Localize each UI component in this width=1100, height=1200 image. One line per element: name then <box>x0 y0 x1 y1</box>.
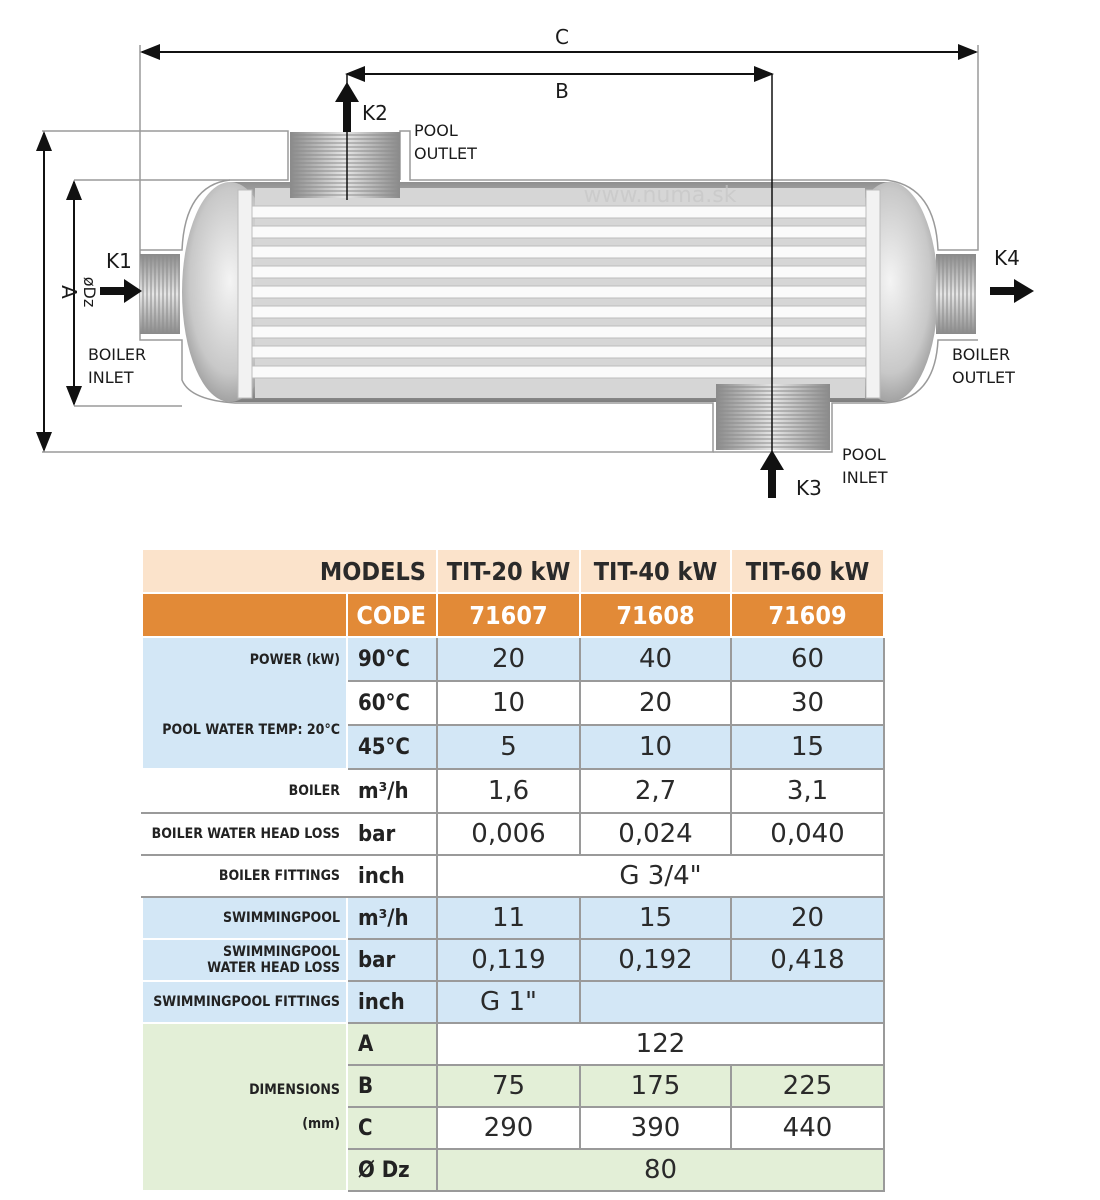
boiler-head-loss-unit: bar <box>347 813 437 855</box>
pool-head-loss-unit: bar <box>347 939 437 981</box>
boiler-outlet-label-2: OUTLET <box>952 368 1015 387</box>
dimension-c-unit: C <box>347 1107 437 1149</box>
boiler-inlet-label-1: BOILER <box>88 345 147 364</box>
nozzle-k4 <box>936 254 976 334</box>
pool-head-loss-label-2: WATER HEAD LOSS <box>207 960 340 976</box>
dimension-c-value: 440 <box>731 1107 884 1149</box>
pool-head-loss-row <box>142 939 884 981</box>
pool-head-loss-label-cell <box>142 939 347 981</box>
pool-outlet-label-1: POOL <box>414 121 458 140</box>
power-row-90 <box>142 637 884 681</box>
dimension-b-unit: B <box>347 1065 437 1107</box>
boiler-row <box>142 769 884 813</box>
pool-value: 11 <box>437 897 580 939</box>
dimension-a-label: A <box>57 285 81 299</box>
dimension-a-value: 122 <box>437 1023 884 1065</box>
models-label: MODELS <box>142 549 437 593</box>
port-k1-label: K1 <box>106 249 132 273</box>
boiler-fittings-label: BOILER FITTINGS <box>142 855 347 897</box>
pool-fittings-row <box>142 981 884 1023</box>
boiler-unit: m³/h <box>347 769 437 813</box>
power-value: 5 <box>437 725 580 769</box>
boiler-value: 1,6 <box>437 769 580 813</box>
boiler-fittings-unit: inch <box>347 855 437 897</box>
code-label: CODE <box>347 593 437 637</box>
nozzle-k3 <box>716 384 830 450</box>
pool-label: SWIMMINGPOOL <box>142 897 347 939</box>
dimension-c-value: 290 <box>437 1107 580 1149</box>
watermark-text: www.numa.sk <box>583 183 737 208</box>
boiler-inlet-label-2: INLET <box>88 368 134 387</box>
pool-outlet-label-2: OUTLET <box>414 144 477 163</box>
port-k4-label: K4 <box>994 246 1020 270</box>
dimensions-label-cell <box>142 1023 347 1191</box>
boiler-outlet-label-1: BOILER <box>952 345 1011 364</box>
boiler-head-loss-row <box>142 813 884 855</box>
pool-head-loss-label-1: SWIMMINGPOOL <box>223 944 340 960</box>
pool-value: 15 <box>580 897 731 939</box>
boiler-fittings-value: G 3/4" <box>437 855 884 897</box>
dimension-b-label: B <box>555 79 569 103</box>
nozzle-k2 <box>290 132 400 198</box>
port-k2-label: K2 <box>362 101 388 125</box>
dimension-c-value: 390 <box>580 1107 731 1149</box>
pool-inlet-label-1: POOL <box>842 445 886 464</box>
model-name: TIT-60 kW <box>731 549 884 593</box>
pool-water-temp-label: POOL WATER TEMP: 20°C <box>162 722 340 738</box>
pool-fittings-label: SWIMMINGPOOL FITTINGS <box>142 981 347 1023</box>
heat-exchanger-diagram <box>0 0 1100 520</box>
model-name: TIT-20 kW <box>437 549 580 593</box>
boiler-value: 2,7 <box>580 769 731 813</box>
power-value: 60 <box>731 637 884 681</box>
pool-fittings-empty <box>580 981 884 1023</box>
pool-unit: m³/h <box>347 897 437 939</box>
spec-table <box>141 548 885 1192</box>
power-value: 10 <box>437 681 580 725</box>
pool-row <box>142 897 884 939</box>
port-k3-label: K3 <box>796 476 822 500</box>
boiler-fittings-row <box>142 855 884 897</box>
boiler-head-loss-value: 0,006 <box>437 813 580 855</box>
dimension-dz-label: øDz <box>80 276 99 308</box>
power-value: 20 <box>437 637 580 681</box>
dimension-b-value: 75 <box>437 1065 580 1107</box>
model-name: TIT-40 kW <box>580 549 731 593</box>
boiler-label: BOILER <box>142 769 347 813</box>
nozzle-k1 <box>140 254 180 334</box>
dimension-c-label: C <box>555 25 569 49</box>
power-value: 15 <box>731 725 884 769</box>
dimension-dz-value: 80 <box>437 1149 884 1191</box>
models-row <box>142 549 884 593</box>
power-value: 10 <box>580 725 731 769</box>
model-code: 71609 <box>731 593 884 637</box>
code-spacer <box>142 593 347 637</box>
code-row <box>142 593 884 637</box>
dimension-a-row <box>142 1023 884 1065</box>
boiler-head-loss-value: 0,024 <box>580 813 731 855</box>
power-unit-45: 45°C <box>347 725 437 769</box>
model-code: 71608 <box>580 593 731 637</box>
dimension-b-value: 175 <box>580 1065 731 1107</box>
pool-head-loss-value: 0,192 <box>580 939 731 981</box>
power-value: 20 <box>580 681 731 725</box>
power-unit-60: 60°C <box>347 681 437 725</box>
boiler-value: 3,1 <box>731 769 884 813</box>
dimension-b-value: 225 <box>731 1065 884 1107</box>
dimensions-unit-label: (mm) <box>302 1116 340 1132</box>
pool-head-loss-value: 0,418 <box>731 939 884 981</box>
pool-fittings-value: G 1" <box>437 981 580 1023</box>
power-label-cell <box>142 637 347 769</box>
power-value: 40 <box>580 637 731 681</box>
boiler-head-loss-value: 0,040 <box>731 813 884 855</box>
boiler-head-loss-label: BOILER WATER HEAD LOSS <box>142 813 347 855</box>
pool-fittings-unit: inch <box>347 981 437 1023</box>
pool-inlet-label-2: INLET <box>842 468 888 487</box>
model-code: 71607 <box>437 593 580 637</box>
pool-value: 20 <box>731 897 884 939</box>
pool-head-loss-value: 0,119 <box>437 939 580 981</box>
power-value: 30 <box>731 681 884 725</box>
dimensions-label: DIMENSIONS <box>249 1082 340 1098</box>
dimension-a-unit: A <box>347 1023 437 1065</box>
power-label: POWER (kW) <box>249 652 340 668</box>
power-unit-90: 90°C <box>347 637 437 681</box>
dimension-dz-unit: Ø Dz <box>347 1149 437 1191</box>
